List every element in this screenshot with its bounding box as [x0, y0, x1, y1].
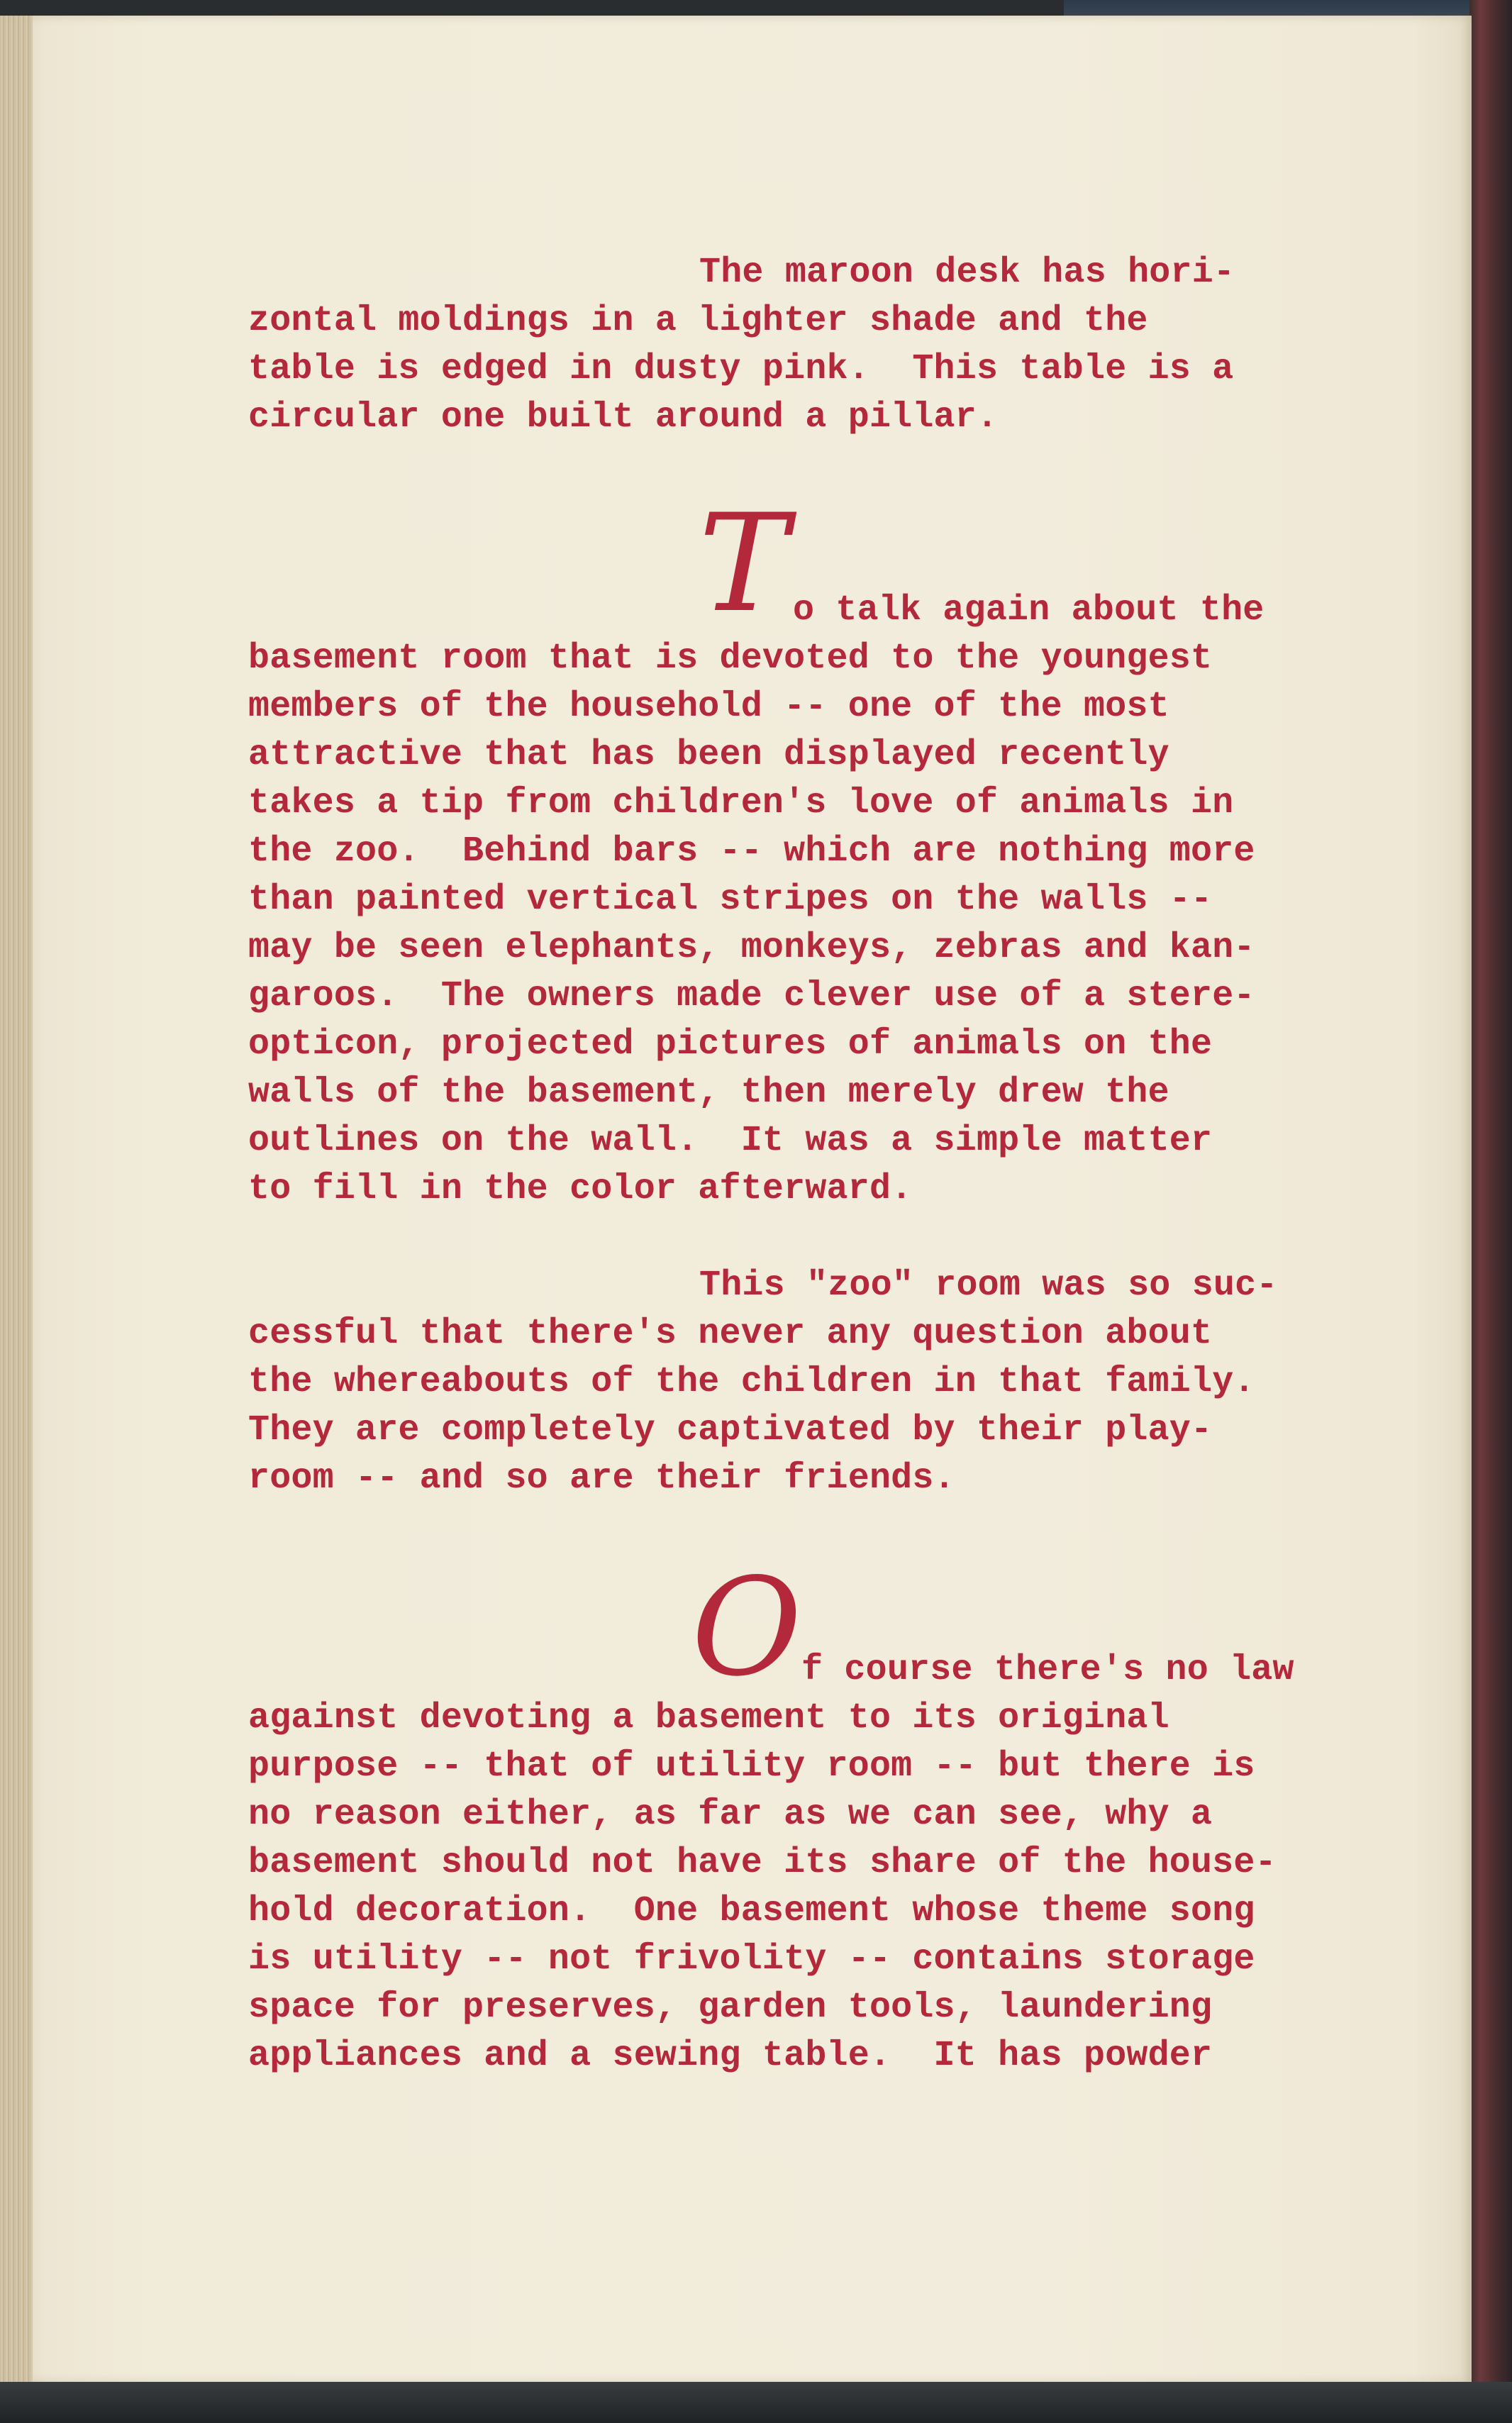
page-edges: [0, 16, 33, 2383]
drop-cap-o: O: [691, 1549, 802, 1706]
text-line: o talk again about the: [793, 590, 1264, 631]
text-line: the zoo. Behind bars -- which are nothing more: [248, 831, 1255, 872]
paragraph-zoo-room: [248, 587, 1418, 1214]
text-line: They are completely captivated by their play-: [248, 1410, 1213, 1451]
paragraph-desk: [248, 249, 1418, 442]
text-line: walls of the basement, then merely drew the: [248, 1072, 1169, 1113]
text-line: members of the household -- one of the most: [248, 687, 1169, 727]
text-line: basement room that is devoted to the youngest: [248, 638, 1213, 679]
text-line: hold decoration. One basement whose theme song: [248, 1891, 1255, 1931]
text-line: may be seen elephants, monkeys, zebras and kan-: [248, 928, 1255, 968]
text-line: f course there's no law: [801, 1650, 1294, 1690]
paragraph-utility-basement: [248, 1646, 1418, 2080]
text-line: than painted vertical stripes on the walls --: [248, 880, 1213, 920]
text-line: against devoting a basement to its original: [248, 1698, 1169, 1739]
text-line: This "zoo" room was so suc-: [699, 1265, 1278, 1306]
text-line: table is edged in dusty pink. This table is a: [248, 349, 1234, 389]
text-line: zontal moldings in a lighter shade and the: [248, 301, 1148, 341]
text-line: attractive that has been displayed recently: [248, 735, 1169, 775]
text-line: The maroon desk has hori-: [699, 253, 1235, 293]
text-line: basement should not have its share of the house-: [248, 1843, 1277, 1883]
text-line: to fill in the color afterward.: [248, 1169, 913, 1209]
text-line: is utility -- not frivolity -- contains storage: [248, 1939, 1255, 1980]
text-line: outlines on the wall. It was a simple matter: [248, 1121, 1213, 1161]
text-line: garoos. The owners made clever use of a stere-: [248, 976, 1255, 1016]
drop-cap-t: T: [699, 485, 789, 642]
book-binding-right: [1469, 0, 1512, 2423]
text-line: takes a tip from children's love of animals in: [248, 783, 1234, 824]
book-binding-bottom: [0, 2382, 1512, 2423]
text-line: the whereabouts of the children in that family.: [248, 1362, 1255, 1402]
text-line: cessful that there's never any question about: [248, 1314, 1213, 1354]
text-line: purpose -- that of utility room -- but there is: [248, 1746, 1255, 1787]
text-line: room -- and so are their friends.: [248, 1458, 955, 1499]
text-line: space for preserves, garden tools, laundering: [248, 1987, 1213, 2028]
text-line: opticon, projected pictures of animals on the: [248, 1024, 1213, 1065]
text-line: appliances and a sewing table. It has powder: [248, 2036, 1213, 2076]
paragraph-zoo-success: [248, 1262, 1418, 1503]
text-line: circular one built around a pillar.: [248, 397, 999, 438]
text-line: no reason either, as far as we can see, why a: [248, 1795, 1213, 1835]
